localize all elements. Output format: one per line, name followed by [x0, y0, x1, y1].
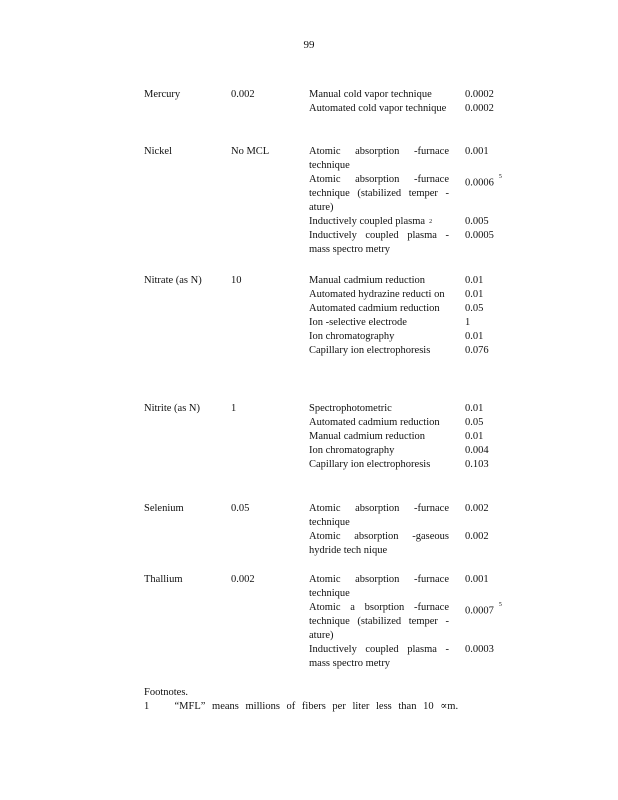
mdl-value: 0.01	[465, 431, 484, 442]
method-item	[309, 274, 599, 288]
method-list	[309, 145, 599, 257]
method-description: Automated cadmium reduction	[309, 417, 440, 428]
method-detection-limit	[465, 145, 489, 159]
contaminant-name: Nickel	[144, 146, 172, 157]
contaminant-name: Selenium	[144, 503, 184, 514]
method-description: Manual cadmium reduction	[309, 431, 426, 442]
method-item	[309, 302, 599, 316]
method-item	[309, 416, 599, 430]
method-item	[309, 573, 599, 601]
method-description: Atomic a bsorption -furnace technique (stabilized temper - ature)	[309, 602, 449, 641]
method-list	[309, 402, 599, 472]
method-detection-limit	[465, 530, 489, 544]
method-description: Manual cold vapor technique	[309, 89, 432, 100]
method-item	[309, 88, 599, 102]
method-detection-limit	[465, 502, 489, 516]
method-item	[309, 444, 599, 458]
footnote-number: 1	[144, 701, 150, 712]
method-description: Atomic absorption -furnace technique	[309, 503, 449, 528]
method-description-text: Inductively coupled plasma	[309, 216, 426, 227]
mdl-value: 0.002	[465, 503, 489, 514]
method-description: Automated cadmium reduction	[309, 303, 440, 314]
contaminant-mcl: 0.002	[231, 89, 255, 100]
mdl-value: 0.0007	[465, 605, 494, 617]
method-detection-limit	[465, 215, 489, 229]
method-description: Atomic absorption -furnace technique	[309, 146, 449, 171]
footnote-text: “MFL” means millions of fibers per liter less than 10 ∝m.	[174, 701, 459, 712]
method-description: Inductively coupled plasma - mass spectro metry	[309, 230, 449, 255]
footnotes	[144, 686, 464, 714]
mdl-value: 0.05	[465, 417, 484, 428]
method-item	[309, 330, 599, 344]
contaminant-mcl: 1	[231, 403, 237, 414]
method-detection-limit	[465, 402, 483, 416]
method-description: Manual cadmium reduction	[309, 275, 426, 286]
method-detection-limit	[465, 302, 483, 316]
mdl-value: 0.0005	[465, 230, 494, 241]
method-detection-limit	[465, 229, 494, 243]
mdl-value: 0.004	[465, 445, 489, 456]
mdl-value: 0.01	[465, 289, 484, 300]
method-detection-limit	[465, 458, 489, 472]
method-list	[309, 502, 599, 558]
method-description: Spectrophotometric	[309, 403, 392, 414]
method-detection-limit	[465, 430, 483, 444]
method-detection-limit	[465, 274, 483, 288]
mdl-value: 0.01	[465, 331, 484, 342]
mdl-footnote-marker: 5	[498, 602, 502, 608]
mdl-footnote-marker: 5	[498, 174, 502, 180]
method-detection-limit	[465, 601, 502, 619]
method-description: Automated cold vapor technique	[309, 103, 447, 114]
mdl-value: 0.001	[465, 146, 489, 157]
method-item	[309, 229, 599, 257]
method-item	[309, 316, 599, 330]
contaminant-mcl: 10	[231, 275, 242, 286]
mdl-value: 0.005	[465, 216, 489, 227]
method-item	[309, 402, 599, 416]
method-list	[309, 88, 599, 116]
mdl-value: 0.001	[465, 574, 489, 585]
contaminant-mcl: 0.05	[231, 503, 250, 514]
method-item	[309, 173, 599, 215]
method-item	[309, 458, 599, 472]
mdl-value: 0.103	[465, 459, 489, 470]
method-item	[309, 215, 599, 229]
method-description: Automated hydrazine reducti on	[309, 289, 445, 300]
method-item	[309, 344, 599, 358]
mdl-value: 0.0002	[465, 103, 494, 114]
method-item	[309, 102, 599, 116]
method-description: Atomic absorption -furnace technique (stabilized temper - ature)	[309, 174, 449, 213]
contaminant-name: Nitrate (as N)	[144, 275, 202, 286]
contaminant-mcl: 0.002	[231, 574, 255, 585]
method-description: Atomic absorption -furnace technique	[309, 574, 449, 599]
method-detection-limit	[465, 88, 494, 102]
mdl-value: 0.05	[465, 303, 484, 314]
contaminant-name: Nitrite (as N)	[144, 403, 200, 414]
method-detection-limit	[465, 316, 470, 330]
method-detection-limit	[465, 643, 494, 657]
method-detection-limit	[465, 330, 483, 344]
method-item	[309, 643, 599, 671]
contaminant-mcl: No MCL	[231, 146, 270, 157]
mdl-value: 0.0002	[465, 89, 494, 100]
method-detection-limit	[465, 444, 489, 458]
method-description: Ion chromatography	[309, 445, 395, 456]
method-item	[309, 502, 599, 530]
method-description	[309, 215, 449, 229]
method-item	[309, 430, 599, 444]
method-detection-limit	[465, 573, 489, 587]
method-detection-limit	[465, 173, 502, 191]
method-detection-limit	[465, 416, 483, 430]
page-number: 99	[303, 39, 315, 51]
method-item	[309, 530, 599, 558]
footnote-item	[144, 700, 464, 714]
mdl-value: 0.01	[465, 275, 484, 286]
footnotes-heading: Footnotes.	[144, 687, 189, 698]
method-description: Capillary ion electrophoresis	[309, 459, 431, 470]
method-description: Ion -selective electrode	[309, 317, 407, 328]
contaminant-name: Mercury	[144, 89, 181, 100]
method-detection-limit	[465, 288, 483, 302]
method-detection-limit	[465, 102, 494, 116]
mdl-value: 0.0003	[465, 644, 494, 655]
method-description: Capillary ion electrophoresis	[309, 345, 431, 356]
method-list	[309, 274, 599, 358]
method-detection-limit	[465, 344, 489, 358]
method-item	[309, 288, 599, 302]
method-list	[309, 573, 599, 671]
mdl-value: 1	[465, 317, 471, 328]
mdl-value: 0.01	[465, 403, 484, 414]
method-description: Atomic absorption -gaseous hydride tech nique	[309, 531, 449, 556]
mdl-value: 0.0006	[465, 177, 494, 189]
mdl-value: 0.076	[465, 345, 489, 356]
method-item	[309, 145, 599, 173]
method-item	[309, 601, 599, 643]
mdl-value: 0.002	[465, 531, 489, 542]
method-description: Ion chromatography	[309, 331, 395, 342]
method-description: Inductively coupled plasma - mass spectro metry	[309, 644, 449, 669]
contaminant-name: Thallium	[144, 574, 183, 585]
description-footnote-marker: 2	[429, 219, 433, 225]
